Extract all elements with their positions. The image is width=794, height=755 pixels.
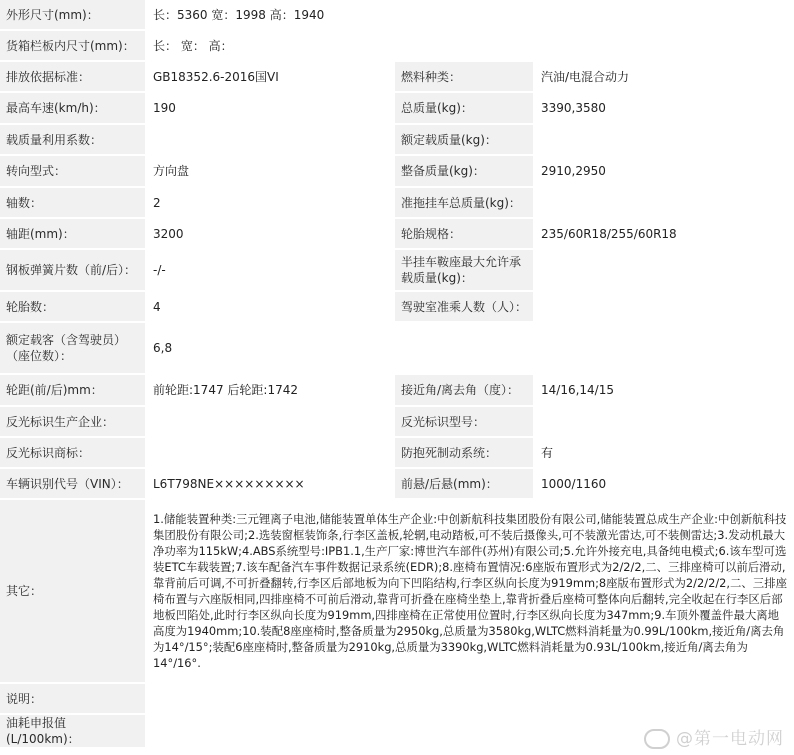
- approach-angle-label: 接近角/离去角（度）：: [394, 374, 534, 406]
- notes-label: 说明：: [0, 683, 146, 714]
- saddle-load-label: 半挂车鞍座最大允许承载质量(kg)：: [394, 249, 534, 291]
- row-speed: [0, 92, 794, 124]
- axles-value: 2: [146, 187, 394, 218]
- other-label: 其它：: [0, 499, 146, 683]
- reflector-brand-value: [146, 437, 394, 468]
- fuel-consumption-label: 油耗申报值(L/100km)：: [0, 714, 146, 748]
- row-notes: [0, 683, 794, 714]
- vin-label: 车辆识别代号（VIN）：: [0, 468, 146, 499]
- fuel-type-value: 汽油/电混合动力: [534, 61, 794, 92]
- wheelbase-value: 3200: [146, 218, 394, 249]
- track-label: 轮距(前/后)mm：: [0, 374, 146, 406]
- total-mass-label: 总质量(kg)：: [394, 92, 534, 124]
- row-dimensions: [0, 0, 794, 30]
- saddle-load-value: [534, 249, 794, 291]
- cargo-dimensions-value: 长： 宽： 高：: [146, 30, 794, 61]
- emission-standard-label: 排放依据标准：: [0, 61, 146, 92]
- fuel-type-label: 燃料种类：: [394, 61, 534, 92]
- row-springs: [0, 249, 794, 291]
- tire-count-label: 轮胎数：: [0, 291, 146, 322]
- row-seats: [0, 322, 794, 374]
- dimensions-value: 长：5360 宽：1998 高：1940: [146, 0, 794, 30]
- reflector-model-value: [534, 406, 794, 437]
- row-wheelbase: [0, 218, 794, 249]
- reflector-brand-label: 反光标识商标：: [0, 437, 146, 468]
- tire-spec-value: 235/60R18/255/60R18: [534, 218, 794, 249]
- steering-label: 转向型式：: [0, 155, 146, 187]
- seats-value: 6,8: [146, 322, 794, 374]
- load-factor-value: [146, 124, 394, 155]
- vin-value: L6T798NE×××××××××: [146, 468, 394, 499]
- axles-label: 轴数：: [0, 187, 146, 218]
- dimensions-label: 外形尺寸(mm)：: [0, 0, 146, 30]
- tire-count-value: 4: [146, 291, 394, 322]
- curb-mass-label: 整备质量(kg)：: [394, 155, 534, 187]
- max-speed-label: 最高车速(km/h)：: [0, 92, 146, 124]
- emission-standard-value: GB18352.6-2016国VI: [146, 61, 394, 92]
- row-track: [0, 374, 794, 406]
- reflector-model-label: 反光标识型号：: [394, 406, 534, 437]
- reflector-maker-label: 反光标识生产企业：: [0, 406, 146, 437]
- reflector-maker-value: [146, 406, 394, 437]
- row-vin: [0, 468, 794, 499]
- row-reflector-brand: [0, 437, 794, 468]
- row-emission: [0, 61, 794, 92]
- curb-mass-value: 2910,2950: [534, 155, 794, 187]
- overhang-value: 1000/1160: [534, 468, 794, 499]
- cargo-dimensions-label: 货箱栏板内尺寸(mm)：: [0, 30, 146, 61]
- row-axles: [0, 187, 794, 218]
- leaf-springs-value: -/-: [146, 249, 394, 291]
- seats-label: 额定载客（含驾驶员）（座位数）：: [0, 322, 146, 374]
- max-speed-value: 190: [146, 92, 394, 124]
- abs-value: 有: [534, 437, 794, 468]
- wheelbase-label: 轴距(mm)：: [0, 218, 146, 249]
- other-value: 1.储能装置种类:三元锂离子电池,储能装置单体生产企业:中创新航科技集团股份有限公司,储能装置总成生产企业:中创新航科技集团股份有限公司;2.选装窗框装饰条,行李区盖板,轮辋,电动踏板,可不装后摄像头,可不装激光雷达,可不装侧雷达;3.发动机最大净功率为115kW;4.ABS系统型号:IPB1.1,生产厂家:博世汽车部件(苏州)有限公司;5.允许外接充电,具备纯电模式;6.该车型可选装ETC车载装置;7.该车配备汽车事件数据记录系统(EDR);8.座椅布置情况:6座版布置形式为2/2/2,二、三排座椅可以前后滑动,靠背前后可调,不可折叠翻转,行李区后部地板为向下凹陷结构,行李区纵向长度为919mm;8座版布置形式为2/2/2/2,二、三排座椅布置与六座版相同,四排座椅不可前后滑动,靠背可折叠在座椅坐垫上,靠背折叠后座椅可整体向后翻转,完全收起在行李区后部地板凹陷处,此时行李区纵向长度为919mm,四排座椅在正常使用位置时,行李区纵向长度为347mm;9.车顶外覆盖件最大离地高度为1940mm;10.装配8座座椅时,整备质量为2950kg,总质量为3580kg,WLTC燃料消耗量为0.99L/100km,接近角/离去角为14°/15°;装配6座座椅时,整备质量为2910kg,总质量为3390kg,WLTC燃料消耗量为0.93L/100km,接近角/离去角为14°/16°.: [146, 499, 794, 683]
- row-cargo-dimensions: [0, 30, 794, 61]
- load-factor-label: 载质量利用系数：: [0, 124, 146, 155]
- approach-angle-value: 14/16,14/15: [534, 374, 794, 406]
- watermark-text: @第一电动网: [676, 729, 784, 749]
- row-steering: [0, 155, 794, 187]
- cab-passengers-value: [534, 291, 794, 322]
- row-tires: [0, 291, 794, 322]
- track-value: 前轮距:1747 后轮距:1742: [146, 374, 394, 406]
- row-load: [0, 124, 794, 155]
- overhang-label: 前悬/后悬(mm)：: [394, 468, 534, 499]
- weibo-logo-icon: [644, 729, 670, 749]
- trailer-mass-value: [534, 187, 794, 218]
- total-mass-value: 3390,3580: [534, 92, 794, 124]
- steering-value: 方向盘: [146, 155, 394, 187]
- row-reflector-maker: [0, 406, 794, 437]
- leaf-springs-label: 钢板弹簧片数（前/后）：: [0, 249, 146, 291]
- trailer-mass-label: 准拖挂车总质量(kg)：: [394, 187, 534, 218]
- watermark: [644, 724, 784, 749]
- abs-label: 防抱死制动系统：: [394, 437, 534, 468]
- rated-load-value: [534, 124, 794, 155]
- tire-spec-label: 轮胎规格：: [394, 218, 534, 249]
- cab-passengers-label: 驾驶室准乘人数（人）：: [394, 291, 534, 322]
- rated-load-label: 额定载质量(kg)：: [394, 124, 534, 155]
- notes-value: [146, 683, 794, 714]
- row-other: [0, 499, 794, 683]
